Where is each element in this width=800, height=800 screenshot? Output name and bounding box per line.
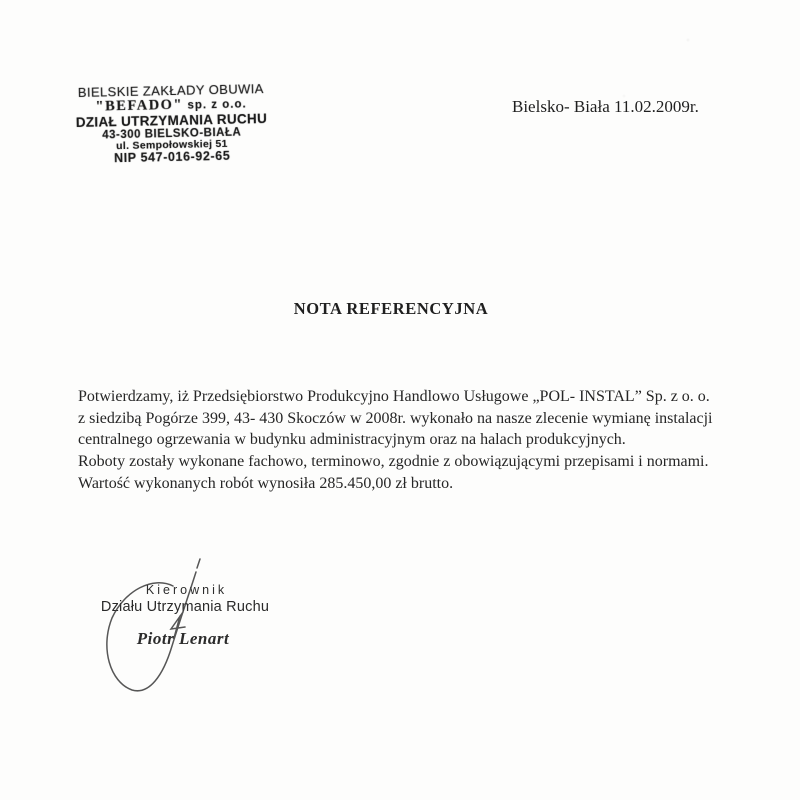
signature-top-dash xyxy=(197,559,200,568)
stamp-department: DZIAŁ UTRZYMANIA RUCHU xyxy=(75,110,268,131)
body-line: Wartość wykonanych robót wynosiła 285.450,00 zł brutto. xyxy=(78,474,454,492)
stamp-company-name: "BEFADO" xyxy=(95,96,184,115)
signature-flourish xyxy=(171,612,185,638)
stamp-address-city: 43-300 BIELSKO-BIAŁA xyxy=(102,126,242,142)
signature-role-department: Działu Utrzymania Ruchu xyxy=(100,599,270,615)
signature-role-title: Kierownik xyxy=(145,583,228,597)
body-text xyxy=(78,386,758,495)
stamp-address-street: ul. Sempołowskiej 51 xyxy=(116,137,228,153)
body-line: Roboty zostały wykonane fachowo, terminowo, zgodnie z obowiązującymi przepisami i normami. xyxy=(78,453,709,471)
body-line: Potwierdzamy, iż Przedsiębiorstwo Produkcyjno Handlowo Usługowe „POL- INSTAL” Sp. z o. o. xyxy=(78,388,710,405)
company-stamp xyxy=(63,82,280,165)
stamp-company-suffix: sp. z o.o. xyxy=(187,98,247,112)
stamp-nip: NIP 547-016-92-65 xyxy=(113,148,231,166)
date-line: Bielsko- Biała 11.02.2009r. xyxy=(512,97,699,116)
document-title: NOTA REFERENCYJNA xyxy=(293,299,489,318)
signature-loop xyxy=(107,572,196,691)
stamp-org-name: BIELSKIE ZAKŁADY OBUWIA xyxy=(77,81,264,100)
body-line: z siedzibą Pogórze 399, 43- 430 Skoczów w 2008r. wykonało na nasze zlecenie wymianę instalacji xyxy=(78,409,713,427)
signatory-name: Piotr Lenart xyxy=(136,629,230,648)
handwritten-signature-ink xyxy=(95,556,210,701)
body-line: centralnego ogrzewania w budynku administracyjnym oraz na halach produkcyjnych. xyxy=(78,431,626,449)
